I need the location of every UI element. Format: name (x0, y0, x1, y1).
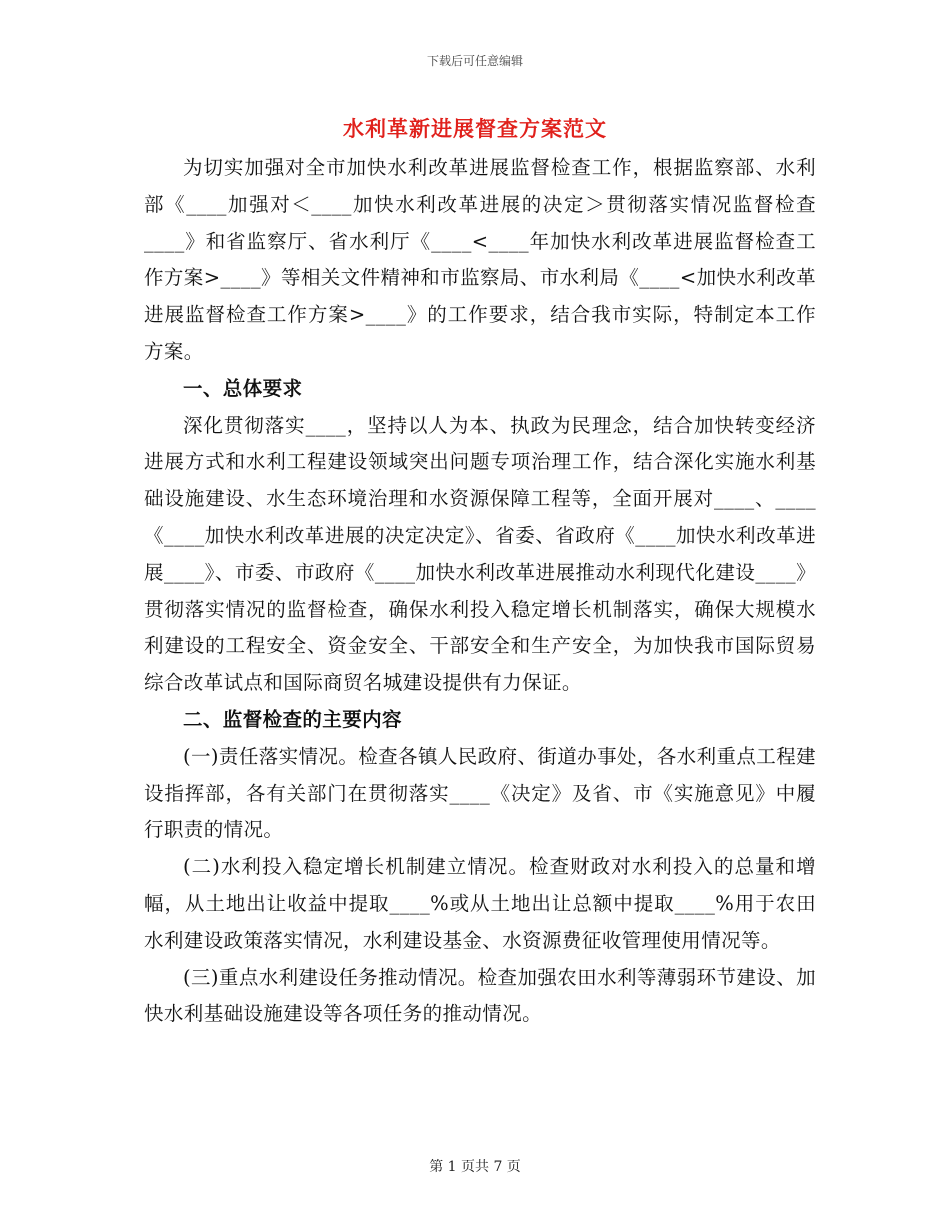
responsibility-paragraph: (一)责任落实情况。检查各镇人民政府、街道办事处，各水利重点工程建设指挥部，各有关部门在贯彻落实____《决定》及省、市《实施意见》中履行职责的情况。 (144, 744, 816, 842)
section-heading-general-requirements: 一、总体要求 (183, 376, 303, 400)
general-requirements-paragraph: 深化贯彻落实____，坚持以人为本、执政为民理念，结合加快转变经济进展方式和水利工程建设领域突出问题专项治理工作，结合深化实施水利基础设施建设、水生态环境治理和水资源保障工程等，全面开展对____、____《____加快水利改革进展的决定决定》、省委、省政府《____加快水利改革进展____》、市委、市政府《____加快水利改革进展推动水利现代化建设____》贯彻落实情况的监督检查，确保水利投入稳定增长机制落实，确保大规模水利建设的工程安全、资金安全、干部安全和生产安全，为加快我市国际贸易综合改革试点和国际商贸名城建设提供有力保证。 (144, 413, 816, 695)
key-projects-paragraph: (三)重点水利建设任务推动情况。检查加强农田水利等薄弱环节建设、加快水利基础设施建设等各项任务的推动情况。 (144, 965, 816, 1026)
document-title: 水利革新进展督查方案范文 (343, 116, 607, 141)
page-number: 第 1 页共 7 页 (429, 1159, 521, 1175)
page-header-note: 下载后可任意编辑 (426, 54, 523, 68)
document-body (144, 150, 816, 1033)
intro-paragraph: 为切实加强对全市加快水利改革进展监督检查工作，根据监察部、水利部《____加强对＜____加快水利改革进展的决定＞贯彻落实情况监督检查____》和省监察厅、省水利厅《____<____年加快水利改革进展监督检查工作方案>____》等相关文件精神和市监察局、市水利局《____<加快水利改革进展监督检查工作方案>____》的工作要求，结合我市实际，特制定本工作方案。 (144, 156, 816, 363)
investment-mechanism-paragraph: (二)水利投入稳定增长机制建立情况。检查财政对水利投入的总量和增幅，从土地出让收益中提取____%或从土地出让总额中提取____%用于农田水利建设政策落实情况，水利建设基金、水资源费征收管理使用情况等。 (144, 855, 816, 952)
section-heading-main-content: 二、监督检查的主要内容 (183, 707, 402, 731)
